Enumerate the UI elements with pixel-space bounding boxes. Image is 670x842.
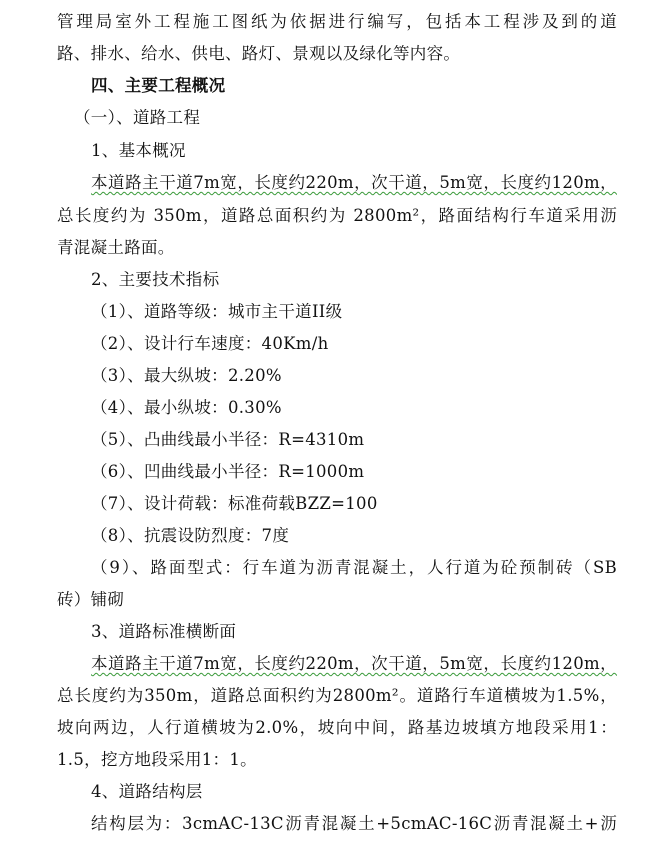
paragraph-line: 管理局室外工程施工图纸为依据进行编写，包括本工程涉及到的道 [57,12,617,31]
paragraph-line: 结构层为：3cmAC-13C沥青混凝土+5cmAC-16C沥青混凝土+沥 [91,814,617,833]
spec-item: （9）、路面型式：行车道为沥青混凝土，人行道为砼预制砖（SB [91,558,617,577]
spellcheck-mark: 本道路主干道7m宽，长度约220m，次干道，5m宽，长度约120m， [91,173,617,192]
paragraph-line: 砖）铺砌 [57,590,125,609]
paragraph-line [91,173,617,193]
spec-item: （4）、最小纵坡：0.30% [91,398,282,417]
item-heading: 3、道路标准横断面 [91,622,237,641]
item-heading: 4、道路结构层 [91,782,203,801]
spec-item: （8）、抗震设防烈度：7度 [91,526,290,545]
paragraph-line: 总长度约为 350m，道路总面积约为 2800m²，路面结构行车道采用沥 [57,206,617,225]
paragraph-line: 路、排水、给水、供电、路灯、景观以及绿化等内容。 [57,44,461,63]
spec-item: （1）、道路等级：城市主干道II级 [91,302,343,321]
spec-item: （6）、凹曲线最小半径：R=1000m [91,462,365,481]
subsection-heading: （一）、道路工程 [74,108,201,127]
paragraph-line: 总长度约为350m，道路总面积约为2800m²。道路行车道横坡为1.5%， [57,686,617,705]
spec-item: （3）、最大纵坡：2.20% [91,366,282,385]
paragraph-line [91,654,617,674]
spec-item: （7）、设计荷载：标准荷载BZZ=100 [91,494,378,513]
spellcheck-mark: 本道路主干道7m宽，长度约220m，次干道，5m宽，长度约120m， [91,654,617,673]
paragraph-line: 1.5，挖方地段采用1：1。 [57,750,257,769]
item-heading: 1、基本概况 [91,141,186,160]
paragraph-line: 坡向两边，人行道横坡为2.0%，坡向中间，路基边坡填方地段采用1： [57,718,617,737]
section-heading: 四、主要工程概况 [91,76,226,95]
paragraph-line: 青混凝土路面。 [57,238,175,257]
spec-item: （2）、设计行车速度：40Km/h [91,334,329,353]
item-heading: 2、主要技术指标 [91,270,220,289]
spec-item: （5）、凸曲线最小半径：R=4310m [91,430,365,449]
